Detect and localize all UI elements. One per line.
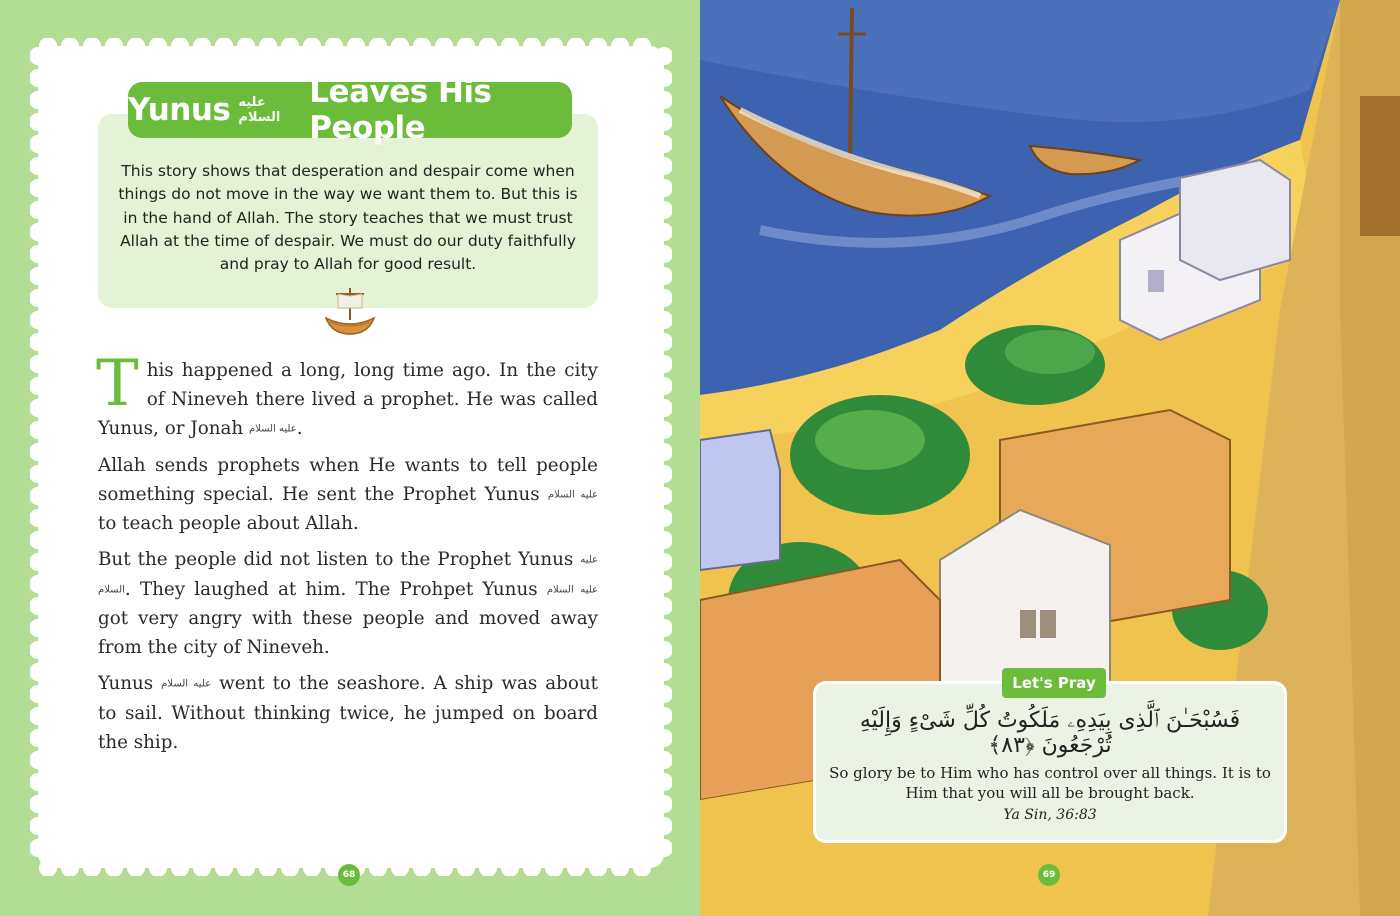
intro-text: This story shows that desperation and despair come when things do not move in the way we want them to. But this is in the hand of Allah. The story teaches that we must trust Allah at the time of despair. We must do our duty faithfully and pray to Allah for good result.	[118, 162, 578, 274]
story-text	[96, 347, 599, 764]
title-suffix: Leaves His People	[309, 74, 492, 146]
honorific-mark: عليه السلام	[248, 423, 297, 435]
title-prefix: Yunus	[128, 92, 231, 128]
boat-icon	[322, 284, 378, 340]
honorific-mark: عليه السلام	[161, 678, 212, 690]
page-number-right: 69	[1038, 864, 1060, 886]
title-honorific: عليه السلام	[238, 95, 281, 125]
verse-reference: Ya Sin, 36:83	[1003, 807, 1097, 823]
story-paragraph-4: Yunus عليه السلام went to the seashore. A ship was about to sail. Without thinking twice, he jumped on board the ship.	[98, 673, 598, 753]
arabic-verse: فَسُبْحَـٰنَ ٱلَّذِى بِيَدِهِۦ مَلَكُوتُ كُلِّ شَىْءٍ وَإِلَيْهِ تُرْجَعُونَ ﴿٨٣﴾	[859, 708, 1241, 758]
page-title	[128, 74, 572, 146]
drop-cap: T	[96, 347, 139, 421]
honorific-mark: عليه السلام	[98, 554, 598, 595]
honorific-mark: عليه السلام	[547, 489, 599, 500]
honorific-mark: عليه السلام	[546, 584, 598, 595]
story-paragraph-2: Allah sends prophets when He wants to tell people something special. He sent the Prophet Yunus عليه السلام to teach people about Allah.	[98, 454, 599, 534]
story-paragraph-1: This happened a long, long time ago. In the city of Nineveh there lived a prophet. He was called Yunus, or Jonah عليه السلام.	[96, 347, 598, 439]
lets-pray-tag: Let's Pray	[1002, 668, 1106, 698]
verse-translation: So glory be to Him who has control over all things. It is to Him that you will all be brought back.	[829, 764, 1271, 802]
story-paragraph-3: But the people did not listen to the Prophet Yunus عليه السلام. They laughed at him. The Prohpet Yunus عليه السلام got very angry with these people and moved away from the city of Nineveh.	[98, 549, 598, 658]
page-number-left: 68	[338, 864, 360, 886]
